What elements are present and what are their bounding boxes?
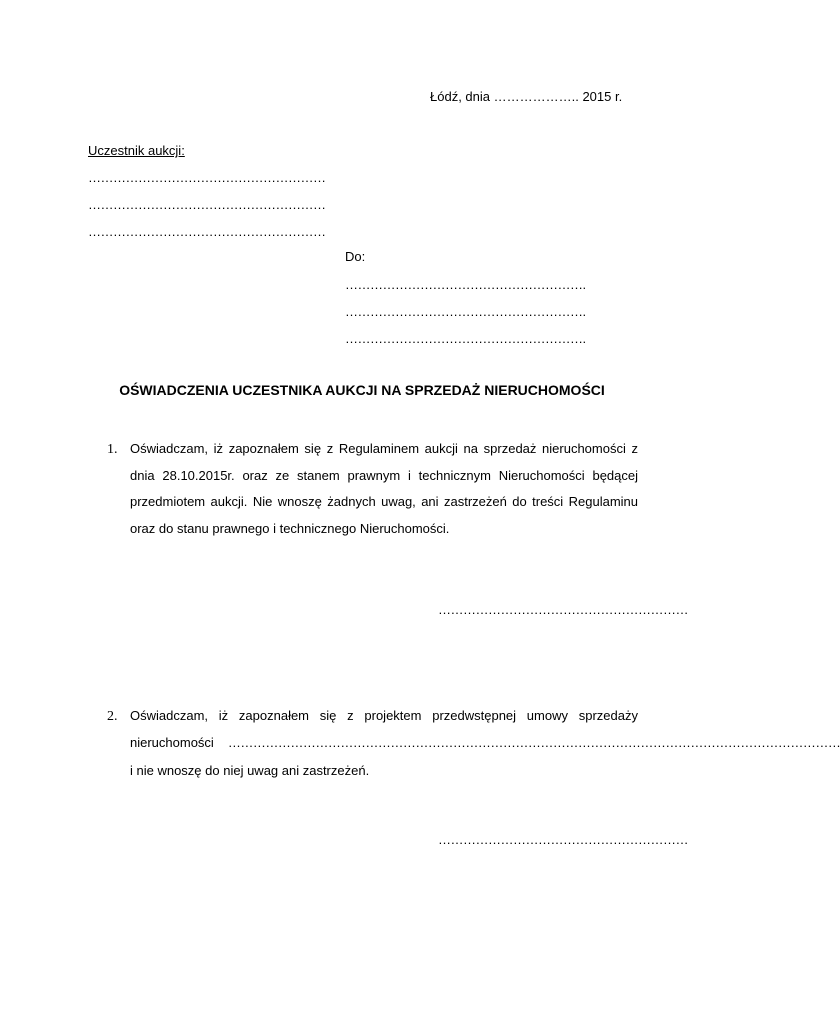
statement-2-line-3: i nie wnoszę do niej uwag ani zastrzeżeń. xyxy=(130,763,370,778)
statement-2-signature-line: …………………………………………………… xyxy=(438,832,688,847)
recipient-line-3: …………………………………………………. xyxy=(345,331,586,346)
participant-line-3: ………………………………………………… xyxy=(88,224,326,239)
recipient-label: Do: xyxy=(345,249,366,264)
participant-line-2: ………………………………………………… xyxy=(88,197,326,212)
statement-1-number: 1. xyxy=(107,442,118,457)
recipient-line-1: …………………………………………………. xyxy=(345,277,586,292)
statement-1-text: Oświadczam, iż zapoznałem się z Regulaminem aukcji na sprzedaż nieruchomości z dnia 28.10.2015r. oraz ze stanem prawnym i technicznym Nieruchomości będącej przedmiotem aukcji. Nie wnoszę żadnych uwag, ani zastrzeżeń do treści Regulaminu oraz do stanu prawnego i technicznego Nieruchomości. xyxy=(130,441,638,536)
statement-2-word: nieruchomości xyxy=(130,735,214,750)
participant-label: Uczestnik aukcji: xyxy=(88,143,185,158)
statement-2-number: 2. xyxy=(107,709,118,724)
document-title: OŚWIADCZENIA UCZESTNIKA AUKCJI NA SPRZEDAŻ NIERUCHOMOŚCI xyxy=(119,382,605,398)
place-date: Łódź, dnia ……………….. 2015 r. xyxy=(430,89,623,104)
statement-1-signature-line: …………………………………………………… xyxy=(438,602,688,617)
statement-2-line-1: Oświadczam, iż zapoznałem się z projektem przedwstępnej umowy sprzedaży xyxy=(130,708,638,723)
statement-2-fill-line: ………………………………………………………………………………………………………………………………… xyxy=(227,735,840,750)
recipient-line-2: …………………………………………………. xyxy=(345,304,586,319)
statement-2-line-2 xyxy=(130,730,840,757)
participant-line-1: ………………………………………………… xyxy=(88,170,326,185)
